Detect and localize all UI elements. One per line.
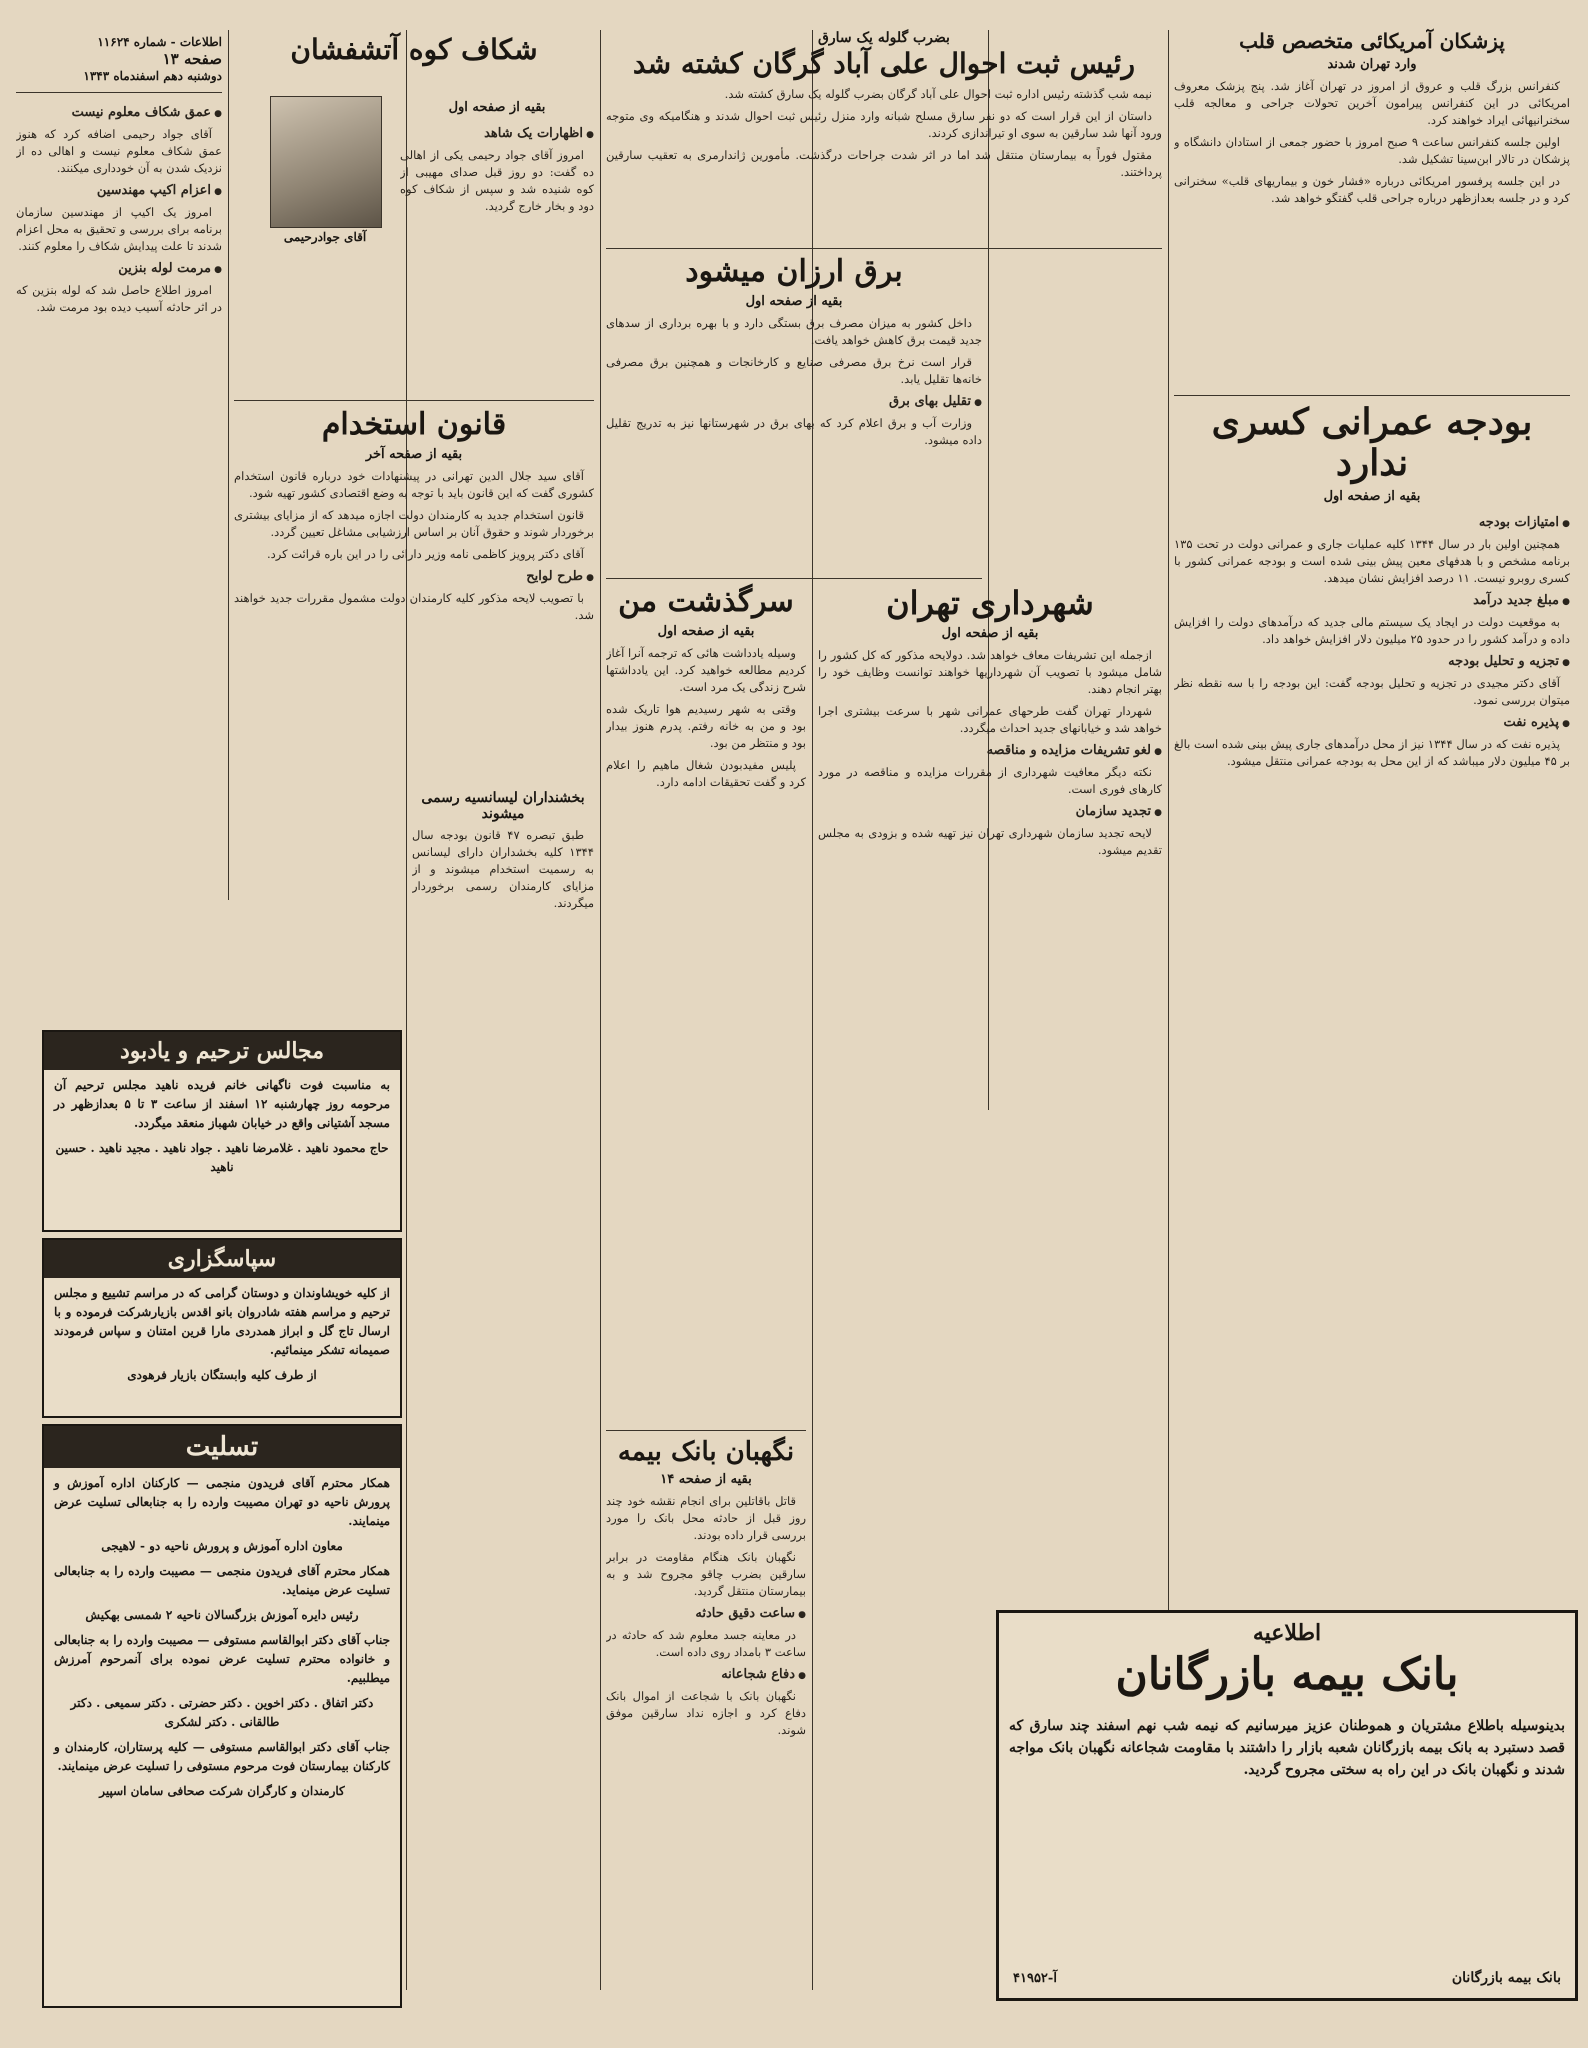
thanks-body xyxy=(44,1278,400,1397)
volcano-section-title: ● مرمت لوله بنزین xyxy=(16,260,222,279)
bank-notice-headline: بانک بیمه بازرگانان xyxy=(1115,1649,1459,1701)
thanks-banner: سپاسگزاری xyxy=(44,1240,400,1278)
heart-surgeons-article xyxy=(1174,30,1570,368)
budget-section-title: ● پذیره نفت xyxy=(1174,714,1570,733)
budget-headline: بودجه عمرانی کسری ندارد xyxy=(1211,401,1533,485)
municipality-body xyxy=(818,647,1162,1467)
paragraph: قاتل باقاتلین برای انجام نقشه خود چند روز قبل از حادثه محل بانک را مورد بررسی قرار داده بودند. xyxy=(606,1493,806,1542)
condolence-body xyxy=(44,1468,400,1813)
fate-body xyxy=(606,645,806,1485)
degree-holders-article xyxy=(412,790,594,1127)
employment-law-headline: قانون استخدام xyxy=(321,407,507,442)
municipality-headline: شهرداری تهران xyxy=(886,584,1094,622)
cheap-power-subsection-title: ● تقلیل بهای برق xyxy=(606,393,982,412)
municipality-continuation: بقیه از صفحه اول xyxy=(941,625,1039,641)
volcano-body-right xyxy=(400,96,594,421)
volcano-body-left xyxy=(16,100,222,880)
budget-continuation: بقیه از صفحه اول xyxy=(1323,488,1421,504)
paragraph: وسیله یادداشت هائی که ترجمه آنرا آغاز کردیم مطالعه خواهید کرد. این یادداشتها شرح زندگی یک مرد است. xyxy=(606,645,806,694)
volcano-section-title: ● اعزام اکیپ مهندسین xyxy=(16,182,222,201)
insurance-guard-article xyxy=(606,1438,806,2013)
gunshot-kicker: بضرب گلوله یک سارق xyxy=(818,30,950,46)
condolence-signature: دکتر اتفاق . دکتر اخوین . دکتر حضرتی . دکتر سمیعی . دکتر طالقانی . دکتر لشکری xyxy=(70,1696,374,1729)
municipality-section-title: ● تجدید سازمان xyxy=(818,803,1162,822)
bank-notice-label: اطلاعیه xyxy=(1252,1620,1322,1646)
paragraph: آقای جواد رحیمی اضافه کرد که هنوز عمق شکاف معلوم نیست و اهالی ده از نزدیک شدن به آن خودداری میکنند. xyxy=(16,127,222,175)
degree-holders-body xyxy=(412,827,594,1127)
paragraph: پذیره نفت که در سال ۱۳۴۴ نیز از محل درآمدهای جاری پیش بینی شده است بالغ بر ۴۵ میلیون دلار میباشد که از این محل به بودجه عمرانی منتقل میشود. xyxy=(1174,736,1570,768)
paragraph: همچنین اولین بار در سال ۱۳۴۴ کلیه عملیات جاری و عمرانی دولت در تحت ۱۳۵ برنامه مشخص و با هدفهای معین پیش بینی شده است و بودجه عمرانی کشور با کسری روبرو نیست. ۱۱ درصد افزایش نشان میدهد. xyxy=(1174,536,1570,585)
condolence-text: همکار محترم آقای فریدون منجمی — کارکنان اداره آموزش و پرورش ناحیه دو تهران مصیبت وارده را به جنابعالی تسلیت عرض مینمایند. xyxy=(54,1476,390,1528)
gunshot-body xyxy=(606,86,1162,216)
volcano-section-title: ● اظهارات یک شاهد xyxy=(400,125,594,144)
volcano-section-title: ● عمق شکاف معلوم نیست xyxy=(16,104,222,123)
bank-notice-closing: بانک بیمه بازرگانان xyxy=(1451,1970,1561,1986)
heart-surgeons-body xyxy=(1174,78,1570,368)
paragraph: وقتی به شهر رسیدیم هوا تاریک شده بود و من به خانه رفتم. پدرم هنوز بیدار بود و منتظر من بود. xyxy=(606,701,806,750)
mourning-body xyxy=(44,1070,400,1189)
paragraph: قانون استخدام جدید به کارمندان دولت اجازه میدهد که از مزایای بیشتری برخوردار شوند و حقوق آنان بر اساس ارزشیابی مشاغل تعیین گردد. xyxy=(234,507,594,539)
paragraph: طبق تبصره ۴۷ قانون بودجه سال ۱۳۴۴ کلیه بخشداران دارای لیسانس به رسمیت استخدام میشوند و از مزایای کارمندان رسمی برخوردار میگردند. xyxy=(412,828,594,911)
condolence-signature: کارمندان و کارگران شرکت صحافی سامان اسپیر xyxy=(99,1784,345,1798)
insurance-guard-headline: نگهبان بانک بیمه xyxy=(617,1437,795,1467)
paragraph: کنفرانس بزرگ قلب و عروق از امروز در تهران آغاز شد. پنج پزشک معروف امریکائی در این کنفرانس پیرامون آخرین تحولات جراحی و معالجه قلب سخنرانیهائی ایراد خواهند کرد. xyxy=(1174,79,1570,127)
paragraph: مقتول فوراً به بیمارستان منتقل شد اما در اثر شدت جراحات درگذشت. مأمورین ژاندارمری به تعقیب سارقین پرداختند. xyxy=(606,148,1162,180)
paragraph: اولین جلسه کنفرانس ساعت ۹ صبح امروز با حضور جمعی از استادان دانشگاه و پزشکان در تالار ابن‌سینا تشکیل شد. xyxy=(1174,135,1570,166)
paragraph: داستان از این قرار است که دو نفر سارق مسلح شبانه وارد منزل رئیس ثبت احوال شدند و هنگامیکه وی متوجه ورود آنها شد سارقین به سوی او تیراندازی کردند. xyxy=(606,109,1162,141)
condolence-text: همکار محترم آقای فریدون منجمی — مصیبت وارده را به جنابعالی تسلیت عرض مینماید. xyxy=(54,1564,390,1597)
paragraph: در معاینه جسد معلوم شد که حادثه در ساعت ۳ بامداد روی داده است. xyxy=(606,1627,806,1659)
volcano-continuation: بقیه از صفحه اول xyxy=(448,100,546,115)
condolence-signature: معاون اداره آموزش و پرورش ناحیه دو - لاهیجی xyxy=(101,1539,343,1553)
cheap-power-body xyxy=(606,315,982,580)
employment-law-continuation: بقیه از صفحه آخر xyxy=(365,446,463,462)
bank-notice-code: آ-۴۱۹۵۲ xyxy=(1013,1971,1057,1986)
volcano-body-text xyxy=(400,121,594,421)
paragraph: نگهبان بانک با شجاعت از اموال بانک دفاع کرد و اجازه نداد سارقین موفق شوند. xyxy=(606,1688,806,1737)
paragraph: قرار است نرخ برق مصرفی صنایع و کارخانجات و همچنین برق مصرفی خانه‌ها تقلیل یابد. xyxy=(606,354,982,386)
paragraph: امروز آقای جواد رحیمی یکی از اهالی ده گفت: دو روز قبل صدای مهیبی از کوه شنیده شد و سپس از شکاف کوه دود و بخار خارج گردید. xyxy=(400,148,594,213)
paragraph: لایحه تجدید سازمان شهرداری تهران نیز تهیه شده و بزودی به مجلس تقدیم میشود. xyxy=(818,825,1162,857)
portrait-caption: آقای جوادرحیمی xyxy=(283,230,367,244)
thanks-text: از کلیه خویشاوندان و دوستان گرامی که در مراسم تشییع و مجلس ترحیم و مراسم هفته شادروان بانو اقدس بازیارشرکت فرموده و با ارسال تاج گل و ابراز همدردی مارا قرین امتنان و سپاس فرمودند صمیمانه تشکر مینمائیم. xyxy=(54,1286,390,1357)
paragraph: به موقعیت دولت در ایجاد یک سیستم مالی جدید که درآمدهای دولت را افزایش داده و درآمد کشور را در حدود ۲۵ میلیون دلار افزایش خواهد داد. xyxy=(1174,614,1570,646)
condolence-box xyxy=(42,1424,402,2008)
budget-section-title: ● امتیازات بودجه xyxy=(1174,514,1570,533)
paragraph: آقای دکتر مجیدی در تجزیه و تحلیل بودجه گفت: این بودجه را با سه نقطه نظر میتوان بررسی نمود. xyxy=(1174,675,1570,707)
budget-section-title: ● مبلغ جدید درآمد xyxy=(1174,592,1570,611)
municipality-article xyxy=(818,585,1162,1467)
insurance-guard-body xyxy=(606,1493,806,2013)
mourning-banner: مجالس ترحیم و یادبود xyxy=(44,1032,400,1070)
volcano-article xyxy=(234,34,594,66)
paragraph: امروز اطلاع حاصل شد که لوله بنزین که در اثر حادثه آسیب دیده بود مرمت شد. xyxy=(16,283,222,314)
condolence-banner: تسلیت xyxy=(44,1426,400,1468)
bank-notice-box xyxy=(996,1610,1578,2001)
thanks-box xyxy=(42,1238,402,1418)
volcano-body-text xyxy=(16,100,222,880)
budget-article xyxy=(1174,402,1570,1660)
budget-body xyxy=(1174,510,1570,1660)
cheap-power-headline: برق ارزان میشود xyxy=(685,254,903,289)
paragraph: نگهبان بانک هنگام مقاومت در برابر سارقین بضرب چاقو مجروح شد و به بیمارستان منتقل گردید. xyxy=(606,1549,806,1598)
mourning-signature: حاج محمود ناهید . غلامرضا ناهید . جواد ناهید . مجید ناهید . حسین ناهید xyxy=(55,1141,389,1174)
insurance-guard-continuation: بقیه از صفحه ۱۴ xyxy=(660,1471,752,1487)
cheap-power-continuation: بقیه از صفحه اول xyxy=(745,293,843,309)
paragraph: وزارت آب و برق اعلام کرد که بهای برق در شهرستانها نیز به تدریج تقلیل داده میشود. xyxy=(606,415,982,447)
paragraph: آقای سید جلال الدین تهرانی در پیشنهادات خود درباره قانون استخدام کشوری گفت که این قانون باید با توجه به وضع اقتصادی کشور تهیه شود. xyxy=(234,468,594,500)
portrait-photo xyxy=(270,96,382,228)
paragraph: ازجمله این تشریفات معاف خواهد شد. دولایحه مذکور که کل کشور را شامل میشود با تصویب آن شهرداریها خواهند توانست وظایف خود را بهتر انجام دهند. xyxy=(818,647,1162,696)
fate-continuation: بقیه از صفحه اول xyxy=(657,623,755,639)
thanks-signature: از طرف کلیه وابستگان بازیار فرهودی xyxy=(127,1368,317,1382)
volcano-headline: شکاف کوه آتشفشان xyxy=(290,33,538,66)
budget-section-title: ● تجزیه و تحلیل بودجه xyxy=(1174,653,1570,672)
insurance-guard-section-title: ● ساعت دقیق حادثه xyxy=(606,1605,806,1624)
condolence-text: جناب آقای دکتر ابوالقاسم مستوفی — کلیه پرستاران، کارمندان و کارکنان بیمارستان فوت مرحوم مستوفی را تسلیت عرض مینمایند. xyxy=(54,1740,390,1773)
condolence-signature: رئیس دایره آموزش بزرگسالان ناحیه ۲ شمسی بهکیش xyxy=(85,1608,359,1622)
gunshot-article xyxy=(606,30,1162,216)
degree-holders-headline: بخشنداران لیسانسیه رسمی میشوند xyxy=(421,790,585,823)
municipality-section-title: ● لغو تشریفات مزایده و مناقصه xyxy=(818,742,1162,761)
paragraph: نکته دیگر معافیت شهرداری از مقررات مزایده و مناقصه در مورد کارهای فوری است. xyxy=(818,764,1162,796)
paragraph: پلیس مفیدبودن شغال ماهیم را اعلام کرد و گفت تحقیقات ادامه دارد. xyxy=(606,757,806,789)
insurance-guard-section-title: ● دفاع شجاعانه xyxy=(606,1666,806,1685)
gunshot-headline: رئیس ثبت احوال علی آباد گرگان کشته شد xyxy=(632,47,1136,80)
fate-article xyxy=(606,585,806,1485)
condolence-text: جناب آقای دکتر ابوالقاسم مستوفی — مصیبت وارده را به جنابعالی و خانواده محترم تسلیت عرض نموده برای آنمرحوم آمرزش میطلبیم. xyxy=(54,1633,390,1685)
paragraph: آقای دکتر پرویز کاظمی نامه وزیر دارائی را در این باره قرائت کرد. xyxy=(266,546,584,561)
issue-date: دوشنبه دهم اسفندماه ۱۳۴۳ xyxy=(83,69,222,83)
paragraph: با تصویب لایحه مذکور کلیه کارمندان دولت مشمول مقررات جدید خواهند شد. xyxy=(234,590,594,622)
masthead xyxy=(16,34,222,85)
page-number: صفحه ۱۳ xyxy=(162,50,222,68)
paragraph: نیمه شب گذشته رئیس اداره ثبت احوال علی آباد گرگان بضرب گلوله یک سارق کشته شد. xyxy=(724,87,1152,102)
mourning-box xyxy=(42,1030,402,1232)
heart-surgeons-headline: پزشکان آمریکائی متخصص قلب xyxy=(1239,29,1505,53)
bank-notice-body xyxy=(999,1709,1575,1793)
cheap-power-article xyxy=(606,255,982,580)
paragraph: امروز یک اکیپ از مهندسین سازمان برنامه برای بررسی و تحقیق به محل اعزام شدند تا علت پیدایش شکاف را معلوم کنند. xyxy=(16,205,222,253)
bank-notice-text: بدینوسیله باطلاع مشتریان و هموطنان عزیز میرسانیم که نیمه شب نهم اسفند چند سارق که قصد دستبرد به بانک بیمه بازرگانان شعبه بازار را داشتند با مقاومت شجاعانه نگهبان بانک مواجه شدند و نگهبان بانک در این راه به سختی مجروح گردید. xyxy=(1009,1717,1565,1778)
fate-headline: سرگذشت من xyxy=(618,584,794,619)
heart-surgeons-subhead: وارد تهران شدند xyxy=(1327,57,1417,72)
paper-name: اطلاعات - شماره ۱۱۶۲۴ xyxy=(97,35,222,49)
paragraph: شهردار تهران گفت طرحهای عمرانی شهر با سرعت بیشتری اجرا خواهد شد و خیابانهای جدید احداث میگردد. xyxy=(818,703,1162,735)
paragraph: داخل کشور به میزان مصرف برق بستگی دارد و با بهره برداری از سدهای جدید قیمت برق کاهش خواهد یافت. xyxy=(606,315,982,347)
paragraph: در این جلسه پرفسور امریکائی درباره «فشار خون و بیماریهای قلب» سخنرانی کرد و در جلسه بعدازظهر درباره جراحی قلب گفتگو خواهد شد. xyxy=(1174,174,1570,205)
employment-law-subsection-title: ● طرح لوایح xyxy=(234,568,594,587)
mourning-text: به مناسبت فوت ناگهانی خانم فریده ناهید مجلس ترحیم آن مرحومه روز چهارشنبه ۱۲ اسفند از ساعت ۳ تا ۵ بعدازظهر در مسجد آشتیانی واقع در خیابان شهباز منعقد میگردد. xyxy=(54,1078,391,1130)
